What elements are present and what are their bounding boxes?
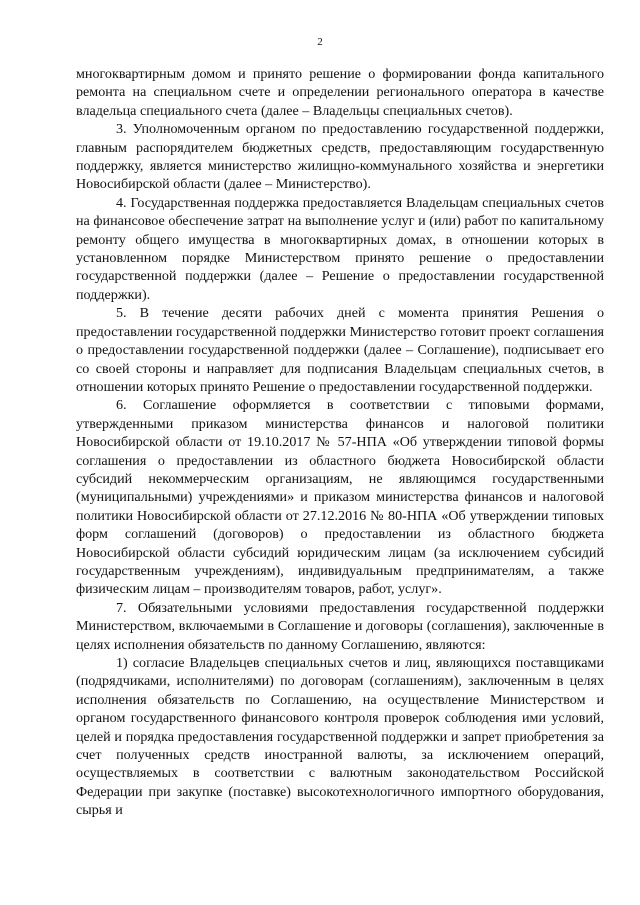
page-number: 2 <box>317 36 323 48</box>
paragraph-5: 5. В течение десяти рабочих дней с момента принятия Решения о предоставлении государственной поддержки Министерство готовит проект соглашения о предоставлении государственной поддержки (далее – Соглашение), подписывает его со своей стороны и направляет для подписания Владельцам специальных счетов, в отношении которых принято Решение о предоставлении государственной поддержки. <box>76 305 604 395</box>
paragraph-4: 4. Государственная поддержка предоставляется Владельцам специальных счетов на финансовое обеспечение затрат на выполнение услуг и (или) работ по капитальному ремонту общего имущества в многоквартирных домах, в отношении которых в установленном порядке Министерством принято решение о предоставлении государственной поддержки (далее – Решение о предоставлении государственной поддержки). <box>76 194 604 303</box>
paragraph-continuation: многоквартирным домом и принято решение о формировании фонда капитального ремонта на специальном счете и определении регионального оператора в качестве владельца специального счета (далее – Владельцы специальных счетов). <box>76 66 604 119</box>
paragraph-6: 6. Соглашение оформляется в соответствии с типовыми формами, утвержденными приказом министерства финансов и налоговой политики Новосибирской области от 19.10.2017 № 57-НПА «Об утверждении типовой формы соглашения о предоставлении из областного бюджета Новосибирской области субсидий некоммерческим организациям, не являющимся государственными (муниципальными) учреждениями» и приказом министерства финансов и налоговой политики Новосибирской области от 27.12.2016 № 80-НПА «Об утверждении типовых форм соглашений (договоров) о предоставлении из областного бюджета Новосибирской области субсидий юридическим лицам (за исключением субсидий государственным учреждениям), индивидуальным предпринимателям, а также физическим лицам – производителям товаров, работ, услуг». <box>76 397 604 598</box>
paragraph-7-item-1: 1) согласие Владельцев специальных счетов и лиц, являющихся поставщиками (подрядчиками, исполнителями) по договорам (соглашениям), заключенным в целях исполнения обязательств по Соглашению, на осуществление Министерством и органом государственного финансового контроля проверок соблюдения ими условий, целей и порядка предоставления государственной поддержки и запрет приобретения за счет полученных средств иностранной валюты, за исключением операций, осуществляемых в соответствии с валютным законодательством Российской Федерации при закупке (поставке) высокотехнологичного импортного оборудования, сырья и <box>76 655 604 819</box>
paragraph-7: 7. Обязательными условиями предоставления государственной поддержки Министерством, включаемыми в Соглашение и договоры (соглашения), заключенные в целях исполнения обязательств по данному Соглашению, являются: <box>76 599 604 653</box>
paragraph-3: 3. Уполномоченным органом по предоставлению государственной поддержки, главным распорядителем бюджетных средств, предоставляющим государственную поддержку, является министерство жилищно-коммунального хозяйства и энергетики Новосибирской области (далее – Министерство). <box>76 121 604 193</box>
